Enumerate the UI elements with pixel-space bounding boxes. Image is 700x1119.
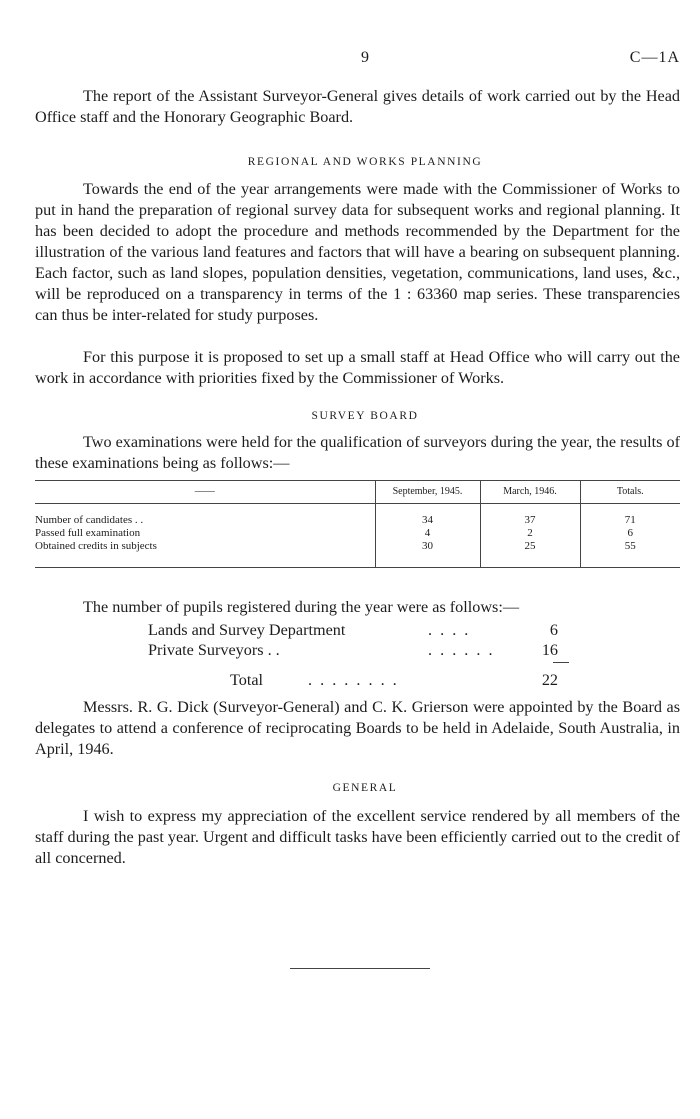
pupil-count: 6	[549, 621, 558, 639]
general-paragraph: I wish to express my appreciation of the excellent service rendered by all members of the staff during the past year. Urgent and difficult tasks have been efficiently carried out to the credit of all concerned.	[35, 807, 680, 867]
table-row	[35, 527, 680, 540]
table-corner: ——	[35, 481, 375, 504]
table-cell: 2	[480, 527, 580, 540]
section-heading-survey-board: SURVEY BOARD	[311, 410, 419, 422]
table-row	[35, 540, 680, 553]
leader-dots: . . . .	[428, 621, 471, 639]
end-rule	[290, 968, 430, 969]
total-label: Total	[230, 671, 264, 689]
table-cell: 4	[375, 527, 480, 540]
row-label: Passed full examination	[35, 527, 141, 539]
table-cell: 55	[580, 540, 680, 553]
pupil-category: Lands and Survey Department	[148, 621, 346, 639]
regional-paragraph-2: For this purpose it is proposed to set up a small staff at Head Office who will carry out the work in accordance with priorities fixed by the Commissioner of Works.	[35, 348, 680, 387]
column-header-september: September, 1945.	[375, 481, 480, 504]
column-header-march: March, 1946.	[480, 481, 580, 504]
column-header-totals: Totals.	[580, 481, 680, 504]
section-heading-general: GENERAL	[332, 782, 398, 794]
intro-paragraph: The report of the Assistant Surveyor-General gives details of work carried out by the Head Office staff and the Honorary Geographic Board.	[35, 87, 680, 126]
pupils-total	[148, 670, 588, 690]
table-cell: 37	[480, 504, 580, 528]
list-item	[148, 640, 588, 660]
table-cell: 34	[375, 504, 480, 528]
table-row	[35, 504, 680, 528]
pupil-category: Private Surveyors . .	[148, 641, 280, 659]
sum-rule	[553, 662, 569, 663]
row-label: Obtained credits in subjects	[35, 540, 157, 552]
examination-results-table	[35, 480, 680, 568]
pupils-list	[148, 620, 588, 660]
table-cell: 25	[480, 540, 580, 553]
table-cell: 30	[375, 540, 480, 553]
page-number: 9	[361, 49, 369, 66]
table-cell: 6	[580, 527, 680, 540]
table-cell: 71	[580, 504, 680, 528]
document-reference: C—1A	[629, 49, 680, 66]
regional-paragraph-1: Towards the end of the year arrangements were made with the Commissioner of Works to put in hand the preparation of regional survey data for subsequent works and regional planning. It has been decided to adopt the procedure and methods recommended by the Department for the illustration of the various land features and factors that will have a bearing on subsequent planning. Each factor, such as land slopes, population densities, vegetation, communications, land uses, &c., will be reproduced on a transparency in terms of the 1 : 63360 map series. These transparencies can thus be inter-related for study purposes.	[35, 180, 680, 324]
pupils-paragraph: The number of pupils registered during the year were as follows:—	[83, 598, 520, 616]
survey-board-paragraph: Two examinations were held for the qualification of surveyors during the year, the results of these examinations being as follows:—	[35, 433, 680, 472]
pupil-count: 16	[541, 641, 558, 659]
leader-dots: . . . . . . . .	[308, 671, 399, 689]
section-heading-regional: REGIONAL AND WORKS PLANNING	[247, 156, 483, 168]
delegates-paragraph: Messrs. R. G. Dick (Surveyor-General) and C. K. Grierson were appointed by the Board as delegates to attend a conference of reciprocating Boards to be held in Adelaide, South Australia, in April, 1946.	[35, 698, 680, 758]
leader-dots: . . . . . .	[428, 641, 495, 659]
total-value: 22	[541, 671, 558, 689]
row-label: Number of candidates . .	[35, 514, 144, 526]
list-item	[148, 620, 588, 640]
